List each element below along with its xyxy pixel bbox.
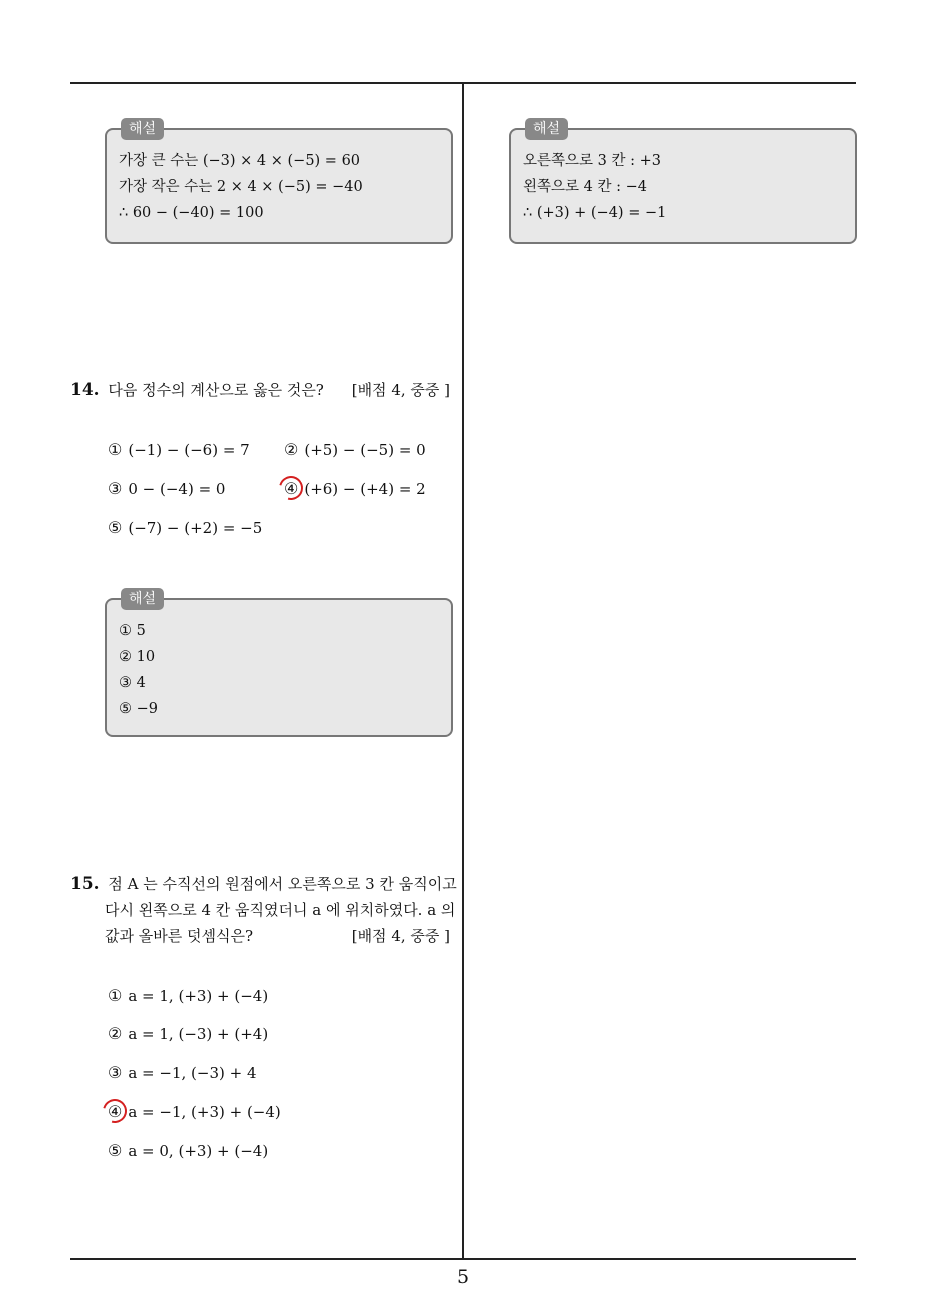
question-text: 다음 정수의 계산으로 옳은 것은?	[108, 381, 324, 399]
solution-box-q14	[105, 591, 453, 737]
option-number: ①	[108, 440, 123, 459]
solution-line: ② 10	[119, 649, 156, 665]
option-15-3[interactable]	[108, 1063, 257, 1082]
option-expr: a = 1, (−3) + (+4)	[128, 1025, 269, 1043]
solution-line: ① 5	[119, 623, 146, 639]
solution-line: 가장 큰 수는 (−3) × 4 × (−5) = 60	[119, 153, 361, 169]
option-number: ④	[284, 479, 299, 498]
option-14-4[interactable]	[284, 479, 426, 498]
option-expr: a = −1, (+3) + (−4)	[128, 1103, 281, 1121]
question-meta: [배점 4, 중중 ]	[351, 381, 450, 399]
answer-mark-icon	[99, 1095, 132, 1128]
option-expr: (−7) − (+2) = −5	[128, 519, 263, 537]
option-expr: a = 0, (+3) + (−4)	[128, 1142, 269, 1160]
option-15-4[interactable]	[108, 1102, 281, 1121]
bottom-rule	[70, 1258, 856, 1260]
option-15-1[interactable]	[108, 986, 268, 1005]
question-text-line-1: 점 A 는 수직선의 원점에서 오른쪽으로 3 칸 움직이고	[108, 875, 457, 893]
solution-tag: 해설	[121, 588, 164, 610]
question-meta: [배점 4, 중중 ]	[351, 927, 450, 945]
option-14-1[interactable]	[108, 440, 250, 459]
page-number: 5	[456, 1266, 470, 1288]
solution-line: 왼쪽으로 4 칸 : −4	[523, 179, 647, 195]
answer-mark-icon	[275, 472, 308, 505]
solution-box-right	[509, 121, 857, 244]
option-number: ②	[284, 440, 299, 459]
option-expr: 0 − (−4) = 0	[128, 480, 226, 498]
option-number: ⑤	[108, 518, 123, 537]
question-14	[70, 377, 450, 403]
solution-tag: 해설	[121, 118, 164, 140]
option-expr: a = 1, (+3) + (−4)	[128, 987, 269, 1005]
option-number: ③	[108, 1063, 123, 1082]
option-14-3[interactable]	[108, 479, 225, 498]
option-14-5[interactable]	[108, 518, 262, 537]
question-text-line-3: 값과 올바른 덧셈식은?	[105, 927, 253, 945]
option-number: ③	[108, 479, 123, 498]
question-text-line-2: 다시 왼쪽으로 4 칸 움직였더니 a 에 위치하였다. a 의	[105, 901, 456, 919]
option-14-2[interactable]	[284, 440, 426, 459]
column-divider	[462, 83, 464, 1259]
option-15-2[interactable]	[108, 1024, 268, 1043]
question-number: 14.	[70, 380, 100, 400]
option-number: ①	[108, 986, 123, 1005]
solution-line: ⑤ −9	[119, 701, 158, 717]
option-number: ④	[108, 1102, 123, 1121]
option-15-5[interactable]	[108, 1141, 268, 1160]
option-expr: a = −1, (−3) + 4	[128, 1064, 257, 1082]
option-expr: (−1) − (−6) = 7	[128, 441, 250, 459]
solution-box-q13	[105, 121, 453, 244]
solution-line: ∴ (+3) + (−4) = −1	[523, 205, 667, 221]
option-expr: (+5) − (−5) = 0	[304, 441, 426, 459]
question-number: 15.	[70, 874, 100, 894]
solution-tag: 해설	[525, 118, 568, 140]
solution-line: 가장 작은 수는 2 × 4 × (−5) = −40	[119, 179, 363, 195]
option-number: ⑤	[108, 1141, 123, 1160]
solution-line: 오른쪽으로 3 칸 : +3	[523, 153, 661, 169]
option-number: ②	[108, 1024, 123, 1043]
option-expr: (+6) − (+4) = 2	[304, 480, 426, 498]
solution-line: ③ 4	[119, 675, 146, 691]
solution-line: ∴ 60 − (−40) = 100	[119, 205, 264, 221]
question-15	[70, 871, 456, 949]
